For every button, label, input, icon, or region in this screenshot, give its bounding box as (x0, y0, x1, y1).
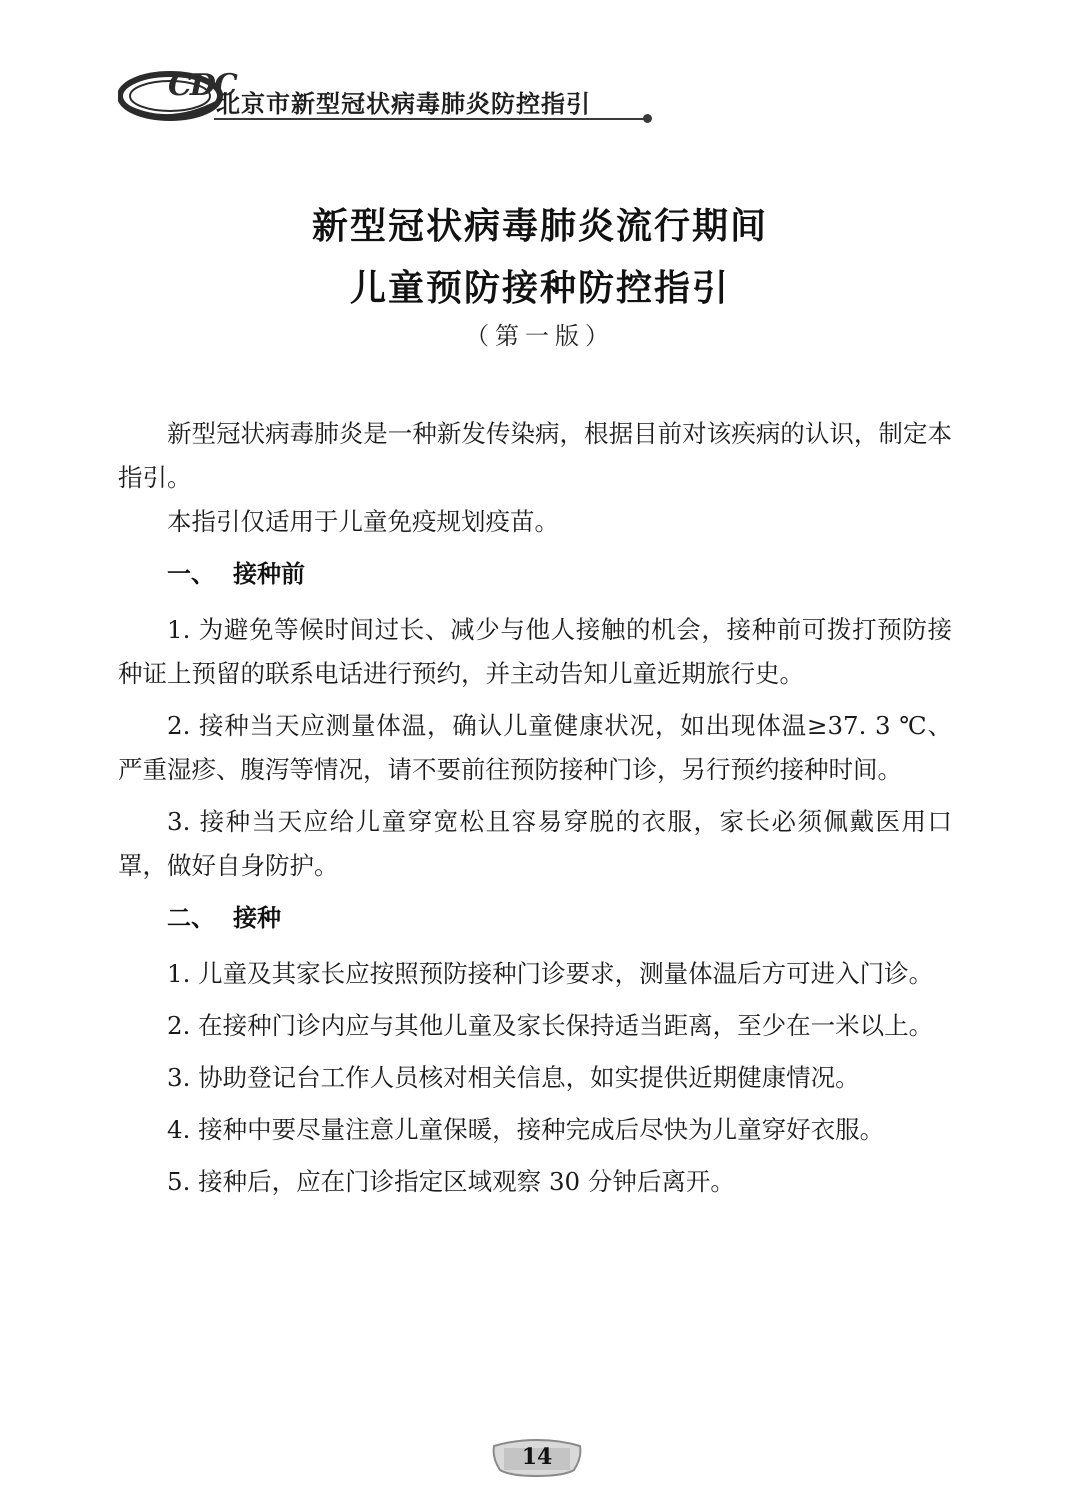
document-title-line1: 新型冠状病毒肺炎流行期间 (311, 205, 768, 247)
section-heading (118, 552, 952, 596)
section-number: 一、 (167, 560, 215, 588)
intro-paragraph: 新型冠状病毒肺炎是一种新发传染病，根据目前对该疾病的认识，制定本指引。 (118, 419, 952, 492)
list-item: 3. 接种当天应给儿童穿宽松且容易穿脱的衣服，家长必须佩戴医用口罩，做好自身防护。 (118, 807, 952, 880)
document-title-line2: 儿童预防接种防控指引 (349, 267, 730, 309)
running-header (118, 62, 658, 132)
list-item: 4. 接种中要尽量注意儿童保暖，接种完成后尽快为儿童穿好衣服。 (167, 1115, 885, 1144)
list-item: 3. 协助登记台工作人员核对相关信息，如实提供近期健康情况。 (167, 1063, 860, 1092)
header-title: 北京市新型冠状病毒肺炎防控指引 (216, 90, 591, 118)
section-heading (118, 896, 952, 940)
list-item: 1. 为避免等候时间过长、减少与他人接触的机会，接种前可拨打预防接种证上预留的联系电话进行预约，并主动告知儿童近期旅行史。 (118, 615, 952, 688)
section-heading-text: 接种 (233, 904, 281, 932)
list-item: 5. 接种后，应在门诊指定区域观察 30 分钟后离开。 (167, 1167, 735, 1196)
edition-label: （第一版） (465, 322, 615, 350)
list-item: 2. 在接种门诊内应与其他儿童及家长保持适当距离，至少在一米以上。 (167, 1011, 934, 1040)
section-heading-text: 接种前 (233, 560, 305, 588)
intro-paragraph: 本指引仅适用于儿童免疫规划疫苗。 (167, 507, 559, 536)
page-number: 14 (521, 1444, 553, 1470)
logo-text: CDC (168, 68, 236, 103)
list-item: 2. 接种当天应测量体温，确认儿童健康状况，如出现体温≥37. 3 ℃、严重湿疹、腹泻等情况，请不要前往预防接种门诊，另行预约接种时间。 (118, 711, 952, 784)
section-number: 二、 (167, 904, 215, 932)
header-rule-dot (643, 114, 652, 123)
list-item: 1. 儿童及其家长应按照预防接种门诊要求，测量体温后方可进入门诊。 (167, 959, 934, 988)
header-rule (214, 118, 646, 120)
page-number-badge (490, 1438, 584, 1478)
document-body (118, 412, 952, 1212)
